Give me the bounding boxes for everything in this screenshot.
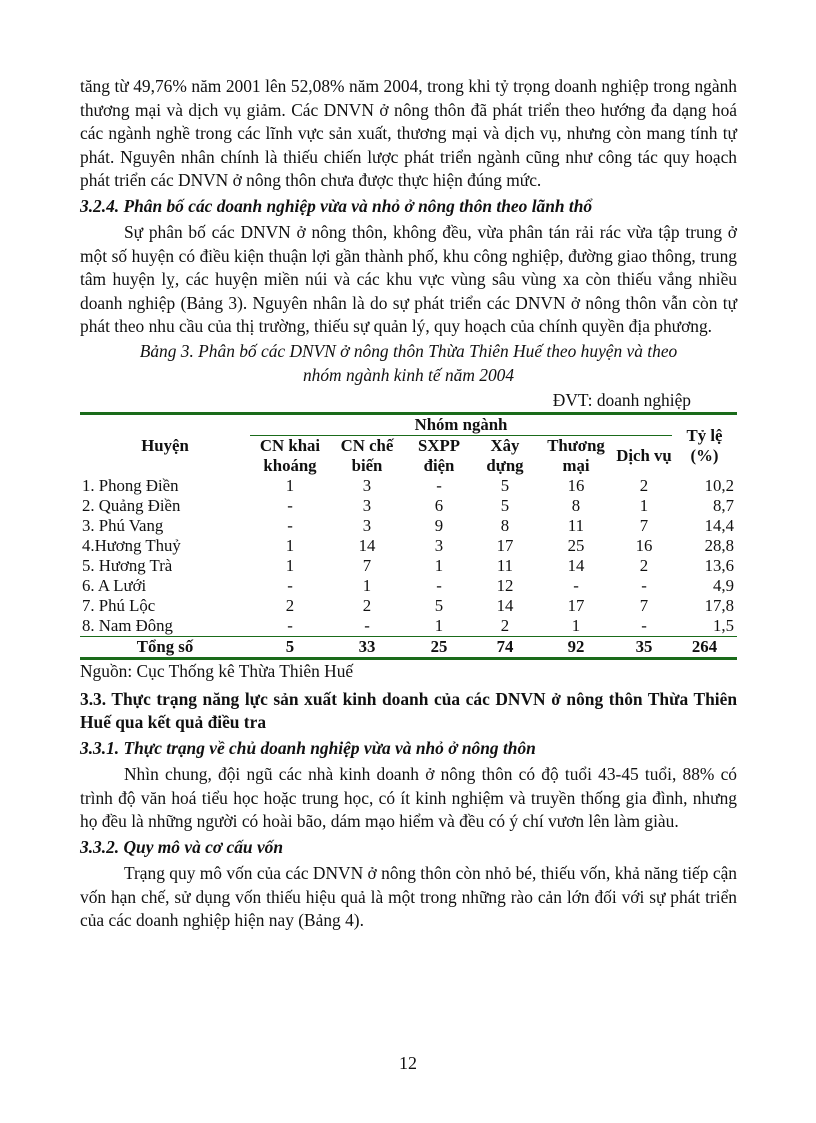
ratio-cell: 10,2 bbox=[704, 476, 734, 495]
subheader-col-3: Xây dựng bbox=[474, 436, 536, 477]
table-cell: 3 bbox=[362, 496, 372, 515]
table-caption-line1: Bảng 3. Phân bố các DNVN ở nông thôn Thừa Thiên Huế theo huyện và theo bbox=[139, 340, 678, 361]
table-body bbox=[80, 476, 737, 659]
table-cell: 2 bbox=[285, 596, 295, 615]
table-cell: - bbox=[287, 616, 293, 635]
table-cell: - bbox=[287, 496, 293, 515]
ratio-cell: 14,4 bbox=[704, 516, 734, 535]
table-cell: 5 bbox=[500, 476, 510, 495]
table-cell: 33 bbox=[330, 637, 404, 659]
table-cell: 7 bbox=[362, 556, 372, 575]
table-cell: - bbox=[436, 476, 442, 495]
table-cell: 3 bbox=[434, 536, 444, 555]
table-cell: 25 bbox=[567, 536, 585, 555]
paragraph-owners: Nhìn chung, đội ngũ các nhà kinh doanh ở nông thôn có độ tuổi 43-45 tuổi, 88% có trình độ văn hoá tiểu học hoặc trung học, có ít kinh nghiệm và truyền thống gia đình, nhưng họ đều là những người có hoài bão, dám mạo hiểm và đều có ý chí vươn lên làm giàu. bbox=[80, 764, 737, 831]
table-cell: 6 bbox=[434, 496, 444, 515]
header-ratio: Tỷ lệ (%) bbox=[686, 425, 723, 465]
table-row bbox=[80, 476, 737, 496]
table-cell: 1 bbox=[362, 576, 372, 595]
page-number: 12 bbox=[399, 1053, 417, 1073]
table-cell: 8 bbox=[500, 516, 510, 535]
table-cell: 17 bbox=[496, 536, 514, 555]
table-source: Nguồn: Cục Thống kê Thừa Thiên Huế bbox=[80, 661, 354, 681]
table-cell: 1 bbox=[639, 496, 649, 515]
table-cell: 1 bbox=[285, 536, 295, 555]
table-cell: 74 bbox=[474, 637, 536, 659]
ratio-cell: 28,8 bbox=[704, 536, 734, 555]
paragraph-intro: tăng từ 49,76% năm 2001 lên 52,08% năm 2004, trong khi tỷ trọng doanh nghiệp trong ngành thương mại và dịch vụ giảm. Các DNVN ở nông thôn đã phát triển theo hướng đa dạng hoá các ngành nghề trong các lĩnh vực sản xuất, thương mại và dịch vụ, nhưng còn mang tính tự phát. Nguyên nhân chính là thiếu chiến lược phát triển ngành cũng như công tác quy hoạch phát triển các DNVN ở nông thôn chưa được thực hiện đúng mức. bbox=[80, 76, 737, 190]
document-page bbox=[80, 75, 737, 933]
district-name: 5. Hương Trà bbox=[82, 556, 173, 575]
subheader-col-0: CN khai khoáng bbox=[250, 436, 330, 477]
table-row bbox=[80, 496, 737, 516]
table-cell: 5 bbox=[500, 496, 510, 515]
table-cell: 1 bbox=[285, 556, 295, 575]
heading-3-3-2: 3.3.2. Quy mô và cơ cấu vốn bbox=[80, 836, 284, 857]
district-name: 7. Phú Lộc bbox=[82, 596, 156, 615]
table-cell: 2 bbox=[362, 596, 372, 615]
table-cell: - bbox=[641, 616, 647, 635]
table-cell: - bbox=[573, 576, 579, 595]
table-cell: 8 bbox=[571, 496, 581, 515]
district-name: 3. Phú Vang bbox=[82, 516, 164, 535]
table-cell: 5 bbox=[434, 596, 444, 615]
header-group: Nhóm ngành bbox=[414, 415, 508, 434]
table-cell: 11 bbox=[496, 556, 514, 575]
distribution-table bbox=[80, 412, 737, 660]
table-row bbox=[80, 576, 737, 596]
paragraph-distribution: Sự phân bố các DNVN ở nông thôn, không đều, vừa phân tán rải rác vừa tập trung ở một số huyện có điều kiện thuận lợi gần thành phố, khu công nghiệp, đường giao thông, trung tâm huyện lỵ, các huyện miền núi và các khu vực vùng sâu vùng xa còn thiếu vắng nhiều doanh nghiệp (Bảng 3). Nguyên nhân là do sự phát triển các DNVN ở nông thôn vẫn còn tự phát theo nhu cầu của thị trường, thiếu sự quản lý, quy hoạch của chính quyền địa phương. bbox=[80, 222, 737, 336]
table-cell: 2 bbox=[639, 476, 649, 495]
table-cell: 9 bbox=[434, 516, 444, 535]
table-cell: - bbox=[641, 576, 647, 595]
district-name: 6. A Lưới bbox=[82, 576, 147, 595]
table-cell: 12 bbox=[496, 576, 514, 595]
table-row bbox=[80, 596, 737, 616]
table-cell: 5 bbox=[250, 637, 330, 659]
district-name: 1. Phong Điền bbox=[82, 476, 179, 495]
table-row bbox=[80, 616, 737, 637]
ratio-cell: 1,5 bbox=[713, 616, 734, 635]
table-cell: - bbox=[287, 516, 293, 535]
table-cell: 16 bbox=[635, 536, 653, 555]
table-cell: 1 bbox=[434, 556, 444, 575]
ratio-cell: 8,7 bbox=[713, 496, 734, 515]
table-cell: 2 bbox=[639, 556, 649, 575]
district-name: 8. Nam Đông bbox=[82, 616, 173, 635]
table-cell: 25 bbox=[404, 637, 474, 659]
subheader-col-4: Thương mại bbox=[536, 436, 616, 477]
heading-3-2-4: 3.2.4. Phân bố các doanh nghiệp vừa và nhỏ ở nông thôn theo lãnh thổ bbox=[80, 195, 593, 216]
ratio-cell: 4,9 bbox=[713, 576, 734, 595]
table-unit: ĐVT: doanh nghiệp bbox=[552, 389, 691, 410]
table-caption-line2: nhóm ngành kinh tế năm 2004 bbox=[302, 365, 515, 385]
table-total-row bbox=[80, 637, 737, 659]
heading-3-3: 3.3. Thực trạng năng lực sản xuất kinh doanh của các DNVN ở nông thôn Thừa Thiên Huế qua kết quả điều tra bbox=[80, 688, 737, 732]
table-row bbox=[80, 536, 737, 556]
table-cell: 14 bbox=[358, 536, 376, 555]
table-cell: 7 bbox=[639, 516, 649, 535]
table-cell: - bbox=[287, 576, 293, 595]
table-cell: 16 bbox=[567, 476, 585, 495]
subheader-col-1: CN chế biến bbox=[330, 436, 404, 477]
ratio-cell: 17,8 bbox=[704, 596, 734, 615]
table-cell: 11 bbox=[567, 516, 585, 535]
heading-3-3-1: 3.3.1. Thực trạng về chủ doanh nghiệp vừa và nhỏ ở nông thôn bbox=[80, 737, 536, 758]
table-cell: 2 bbox=[500, 616, 510, 635]
table-cell: 7 bbox=[639, 596, 649, 615]
paragraph-capital: Trạng quy mô vốn của các DNVN ở nông thôn còn nhỏ bé, thiếu vốn, khả năng tiếp cận vốn hạn chế, sử dụng vốn thiếu hiệu quả là một trong những rào cản lớn đối với sự phát triển của các doanh nghiệp hiện nay (Bảng 4). bbox=[80, 863, 737, 930]
district-name: 4.Hương Thuỷ bbox=[82, 536, 181, 555]
table-cell: - bbox=[436, 576, 442, 595]
table-cell: 14 bbox=[567, 556, 585, 575]
header-district: Huyện bbox=[141, 435, 189, 455]
table-cell: 3 bbox=[362, 476, 372, 495]
district-name: 2. Quảng Điền bbox=[82, 496, 181, 515]
subheader-col-2: SXPP điện bbox=[404, 436, 474, 477]
ratio-cell: 13,6 bbox=[704, 556, 734, 575]
total-value: 264 bbox=[672, 637, 737, 659]
table-cell: 1 bbox=[434, 616, 444, 635]
subheader-col-5: Dịch vụ bbox=[616, 436, 672, 477]
table-cell: 1 bbox=[285, 476, 295, 495]
table-cell: 3 bbox=[362, 516, 372, 535]
table-cell: 35 bbox=[616, 637, 672, 659]
table-cell: 14 bbox=[496, 596, 514, 615]
table-row bbox=[80, 556, 737, 576]
table-cell: 17 bbox=[567, 596, 585, 615]
table-cell: 92 bbox=[536, 637, 616, 659]
table-cell: 1 bbox=[571, 616, 581, 635]
table-row bbox=[80, 516, 737, 536]
total-label: Tổng số bbox=[80, 637, 250, 659]
table-cell: - bbox=[364, 616, 370, 635]
